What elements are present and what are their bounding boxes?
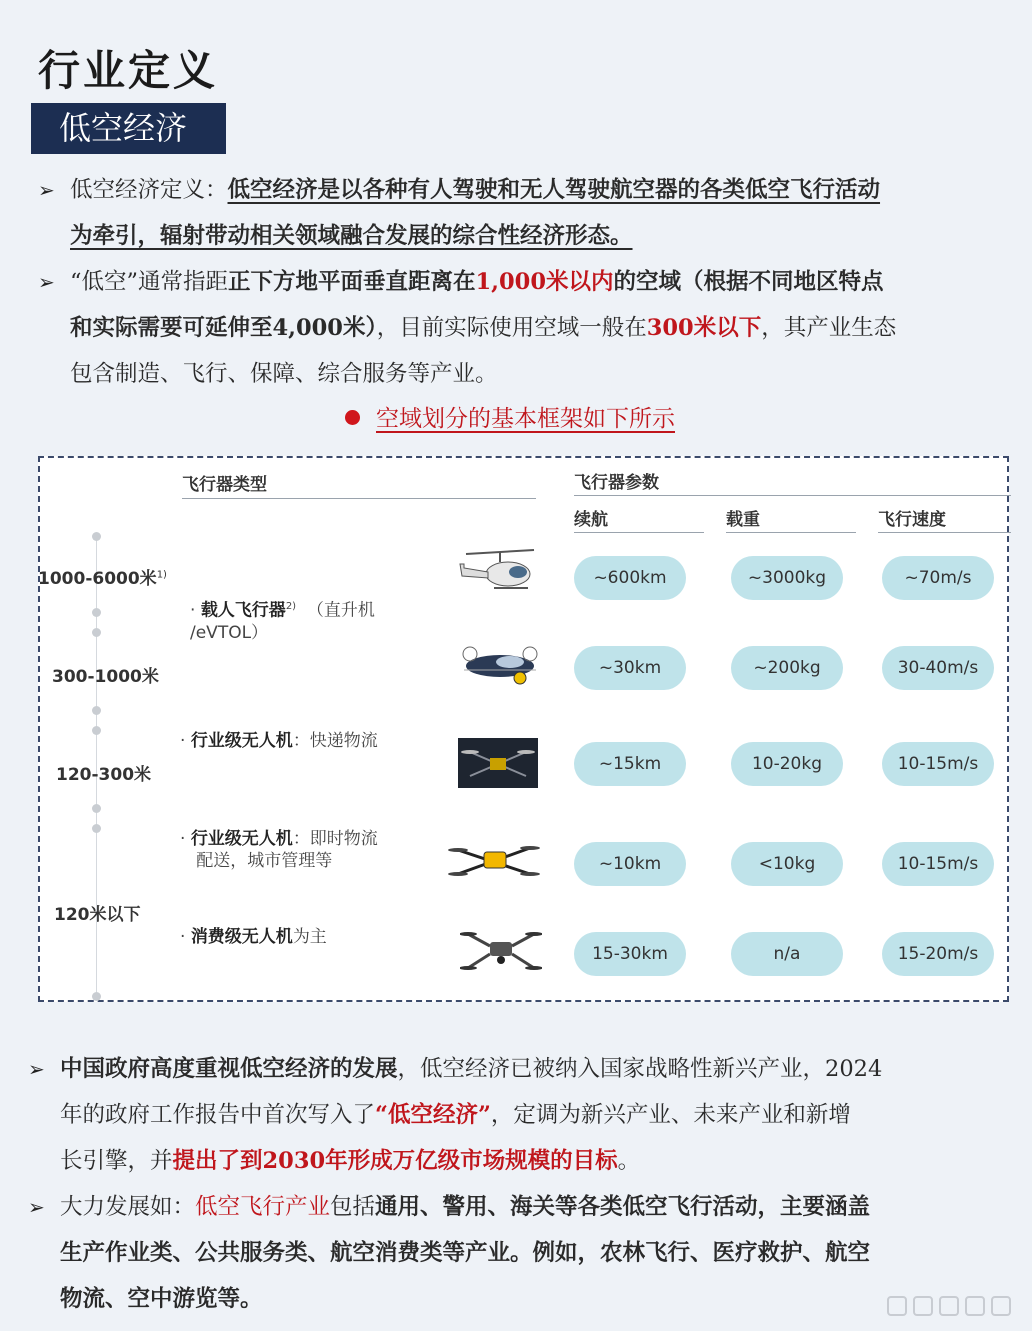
logistics-drone-icon: [458, 738, 538, 788]
pill-range: ~600km: [574, 556, 686, 600]
aircraft-params-header: 飞行器参数: [574, 473, 659, 493]
col-range-header: 续航: [574, 510, 608, 530]
aircraft-label-logistics: · 行业级无人机：快递物流: [180, 731, 378, 751]
pill-range: ~30km: [574, 646, 686, 690]
aircraft-label-manned: · 载人飞行器$^{2)}$ （直升机 /eVTOL）: [190, 600, 375, 643]
consumer-drone-icon: [460, 924, 542, 980]
government-policy-paragraph: ➢ 中国政府高度重视低空经济的发展，低空经济已被纳入国家战略性新兴产业，2024 年的政府工作报告中首次写入了“低空经济”，定调为新兴产业、未来产业和新增 长引擎，并提出了到2030年形成万亿级市场规模的目标。: [60, 1046, 1005, 1184]
helicopter-icon: [458, 542, 540, 598]
pill-range: ~15km: [574, 742, 686, 786]
pill-range: ~10km: [574, 842, 686, 886]
altitude-label: 120米以下: [54, 905, 141, 925]
pill-range: 15-30km: [574, 932, 686, 976]
altitude-label: 120-300米: [56, 765, 152, 785]
development-paragraph: ➢ 大力发展如：低空飞行产业包括通用、警用、海关等各类低空飞行活动，主要涵盖 生产作业类、公共服务类、航空消费类等产业。例如，农林飞行、医疗救护、航空 物流、空中游览等。: [60, 1184, 1005, 1322]
bullet-arrow-icon: ➢: [28, 1195, 45, 1219]
low-altitude-paragraph: ➢ “低空”通常指距正下方地平面垂直距离在1,000米以内的空域（根据不同地区特点 和实际需要可延伸至4,000米），目前实际使用空域一般在300米以下，其产业生态 包含制造、飞行、保障、综合服务等产业。: [70, 259, 1015, 397]
section-banner: 低空经济: [31, 103, 226, 154]
pill-payload: ~200kg: [731, 646, 843, 690]
altitude-label: 1000-6000米$^{1)}$: [38, 569, 167, 589]
airspace-framework-diagram: [38, 456, 1009, 1002]
definition-paragraph: ➢ 低空经济定义：低空经济是以各种有人驾驶和无人驾驶航空器的各类低空飞行活动 为牵引，辐射带动相关领域融合发展的综合性经济形态。: [70, 167, 1010, 259]
pill-payload: <10kg: [731, 842, 843, 886]
pill-speed: 10-15m/s: [882, 742, 994, 786]
bullet-arrow-icon: ➢: [38, 178, 55, 202]
aircraft-label-consumer: · 消费级无人机为主: [180, 927, 327, 947]
bullet-dot-icon: [345, 410, 360, 425]
agri-drone-icon: [448, 832, 540, 890]
page-title: 行业定义: [38, 46, 219, 95]
pill-payload: 10-20kg: [731, 742, 843, 786]
pill-speed: 10-15m/s: [882, 842, 994, 886]
evtol-icon: [460, 642, 540, 688]
pill-speed: ~70m/s: [882, 556, 994, 600]
pill-payload: ~3000kg: [731, 556, 843, 600]
aircraft-type-header: 飞行器类型: [182, 475, 267, 495]
bullet-arrow-icon: ➢: [38, 270, 55, 294]
watermark-icon: [886, 1293, 1016, 1319]
pill-speed: 15-20m/s: [882, 932, 994, 976]
bullet-arrow-icon: ➢: [28, 1057, 45, 1081]
aircraft-label-instant: · 行业级无人机：即时物流 配送，城市管理等: [180, 829, 378, 871]
col-speed-header: 飞行速度: [878, 510, 946, 530]
pill-payload: n/a: [731, 932, 843, 976]
pill-speed: 30-40m/s: [882, 646, 994, 690]
col-payload-header: 载重: [726, 510, 760, 530]
framework-heading: 空域划分的基本框架如下所示: [345, 400, 675, 433]
altitude-label: 300-1000米: [52, 667, 159, 687]
